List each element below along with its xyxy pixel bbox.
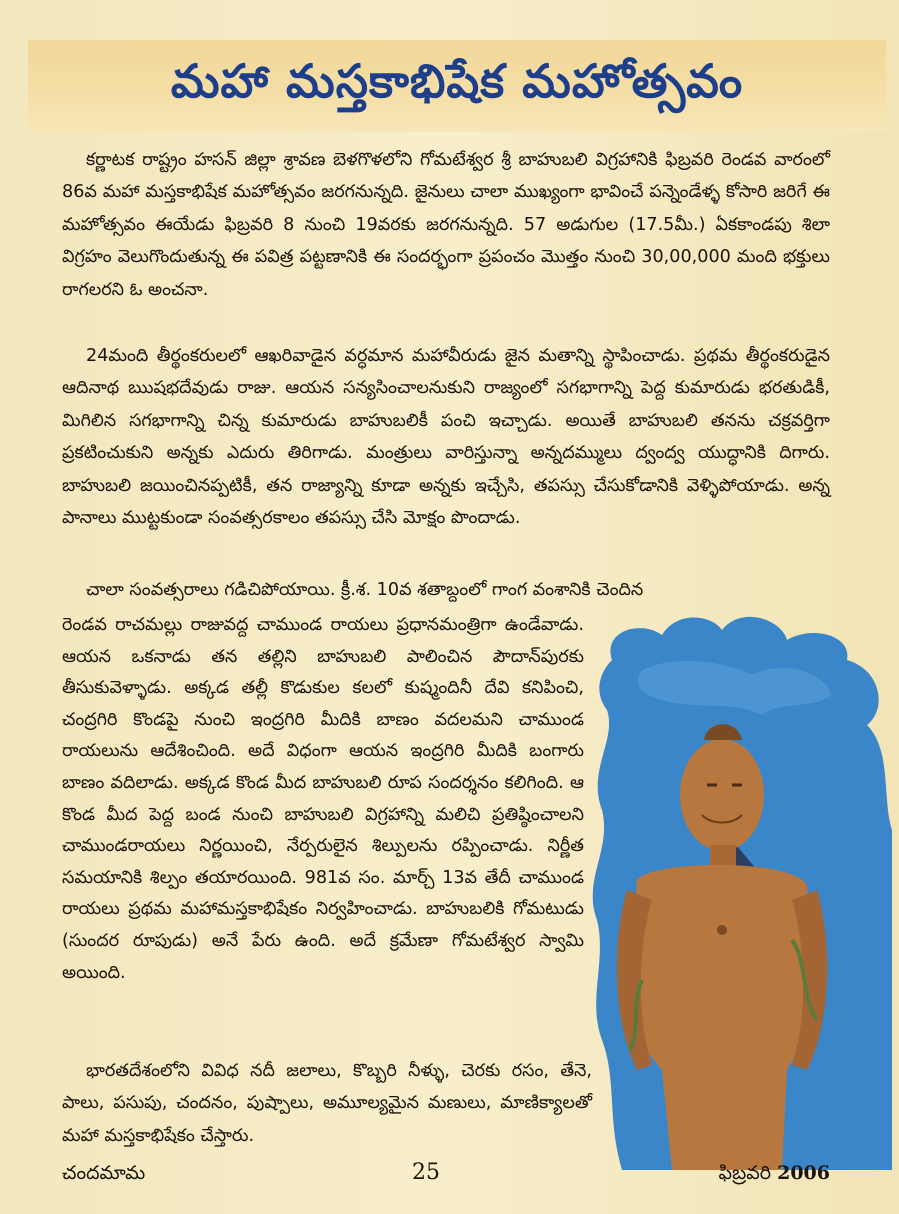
magazine-name: చందమామ	[62, 1162, 146, 1184]
paragraph-text: కర్ణాటక రాష్ట్రం హసన్ జిల్లా శ్రావణ బెళగొళలోని గోమటేశ్వర శ్రీ బాహుబలి విగ్రహానికి ఫిబ్రవరి రెండవ వారంలో 86వ మహా మస్తకాభిషేక మహోత్సవం జరగనున్నది. జైనులు చాలా ముఖ్యంగా భావించే పన్నెండేళ్ళ కోసారి జరిగే ఈ మహోత్సవం ఈయేడు ఫిబ్రవరి 8 నుంచి 19వరకు జరగనున్నది. 57 అడుగుల (17.5మీ.) ఏకకాండపు శిలా విగ్రహం వెలుగొందుతున్న ఈ పవిత్ర పట్టణానికి ఈ సందర్భంగా ప్రపంచం మొత్తం నుంచి 30,00,000 మంది భక్తులు రాగలరని ఓ అంచనా.	[62, 150, 830, 300]
paragraph-text: చాలా సంవత్సరాలు గడిచిపోయాయి. క్రీ.శ. 10వ శతాబ్దంలో గాంగ వంశానికి చెందిన	[86, 580, 644, 600]
page-number: 25	[412, 1160, 440, 1185]
page-footer	[62, 1162, 830, 1192]
page-title: మహా మస్తకాభిషేక మహోత్సవం	[170, 54, 744, 108]
issue-month: ఫిబ్రవరి	[718, 1162, 772, 1184]
paragraph-text: 24మంది తీర్థంకరులలో ఆఖరివాడైన వర్ధమాన మహావీరుడు జైన మతాన్ని స్థాపించాడు. ప్రథమ తీర్థంకరుడైన ఆదినాథ ఋషభదేవుడు రాజు. ఆయన సన్యసించాలనుకుని రాజ్యంలో సగభాగాన్ని పెద్ద కుమారుడు భరతుడికీ, మిగిలిన సగభాగాన్ని చిన్న కుమారుడు బాహుబలికీ పంచి ఇచ్చాడు. అయితే బాహుబలి తనను చక్రవర్తిగా ప్రకటించుకుని అన్నకు ఎదురు తిరిగాడు. మంత్రులు వారిస్తున్నా అన్నదమ్ములు ద్వంద్వ యుద్ధానికి దిగారు. బాహుబలి జయించినప్పటికీ, తన రాజ్యాన్ని కూడా అన్నకు ఇచ్చేసి, తపస్సు చేసుకోడానికి వెళ్ళిపోయాడు. అన్న పానాలు ముట్టకుండా సంవత్సరకాలం తపస్సు చేసి మోక్షం పొందాడు.	[62, 346, 830, 529]
paragraph-text: భారతదేశంలోని వివిధ నదీ జలాలు, కొబ్బరి నీళ్ళు, చెరకు రసం, తేనె, పాలు, పసుపు, చందనం, పుష్పాలు, అమూల్యమైన మణులు, మాణిక్యాలతో మహా మస్తకాభిషేకం చేస్తారు.	[62, 1061, 592, 1146]
issue-date	[719, 1162, 830, 1189]
gomateshwara-statue-illustration	[582, 600, 892, 1170]
article-paragraph-3-body: రెండవ రాచమల్లు రాజువద్ద చాముండ రాయలు ప్రధానమంత్రిగా ఉండేవాడు. ఆయన ఒకనాడు తన తల్లిని బాహుబలి పాలించిన పౌదాన్‌పురకు తీసుకువెళ్ళాడు. అక్కడ తల్లీ కొడుకుల కలలో కుష్మందినీ దేవి కనిపించి, చంద్రగిరి కొండపై నుంచి ఇంద్రగిరి మీదికి బాణం వదలమని చాముండ రాయలును ఆదేశించింది. అదే విధంగా ఆయన ఇంద్రగిరి మీదికి బంగారు బాణం వదిలాడు. అక్కడ కొండ మీద బాహుబలి రూప సందర్శనం కలిగింది. ఆ కొండ మీద పెద్ద బండ నుంచి బాహుబలి విగ్రహాన్ని మలిచి ప్రతిష్ఠించాలని చాముండరాయలు నిర్ణయించి, నేర్పరులైన శిల్పులను రప్పించాడు. నిర్ణీత సమయానికి శిల్పం తయారయింది. 981వ సం. మార్చ్ 13వ తేదీ చాముండ రాయలు ప్రథమ మహామస్తకాభిషేకం నిర్వహించాడు. బాహుబలికి గోమటుడు (సుందర రూపుడు) అనే పేరు ఉంది. అదే క్రమేణా గోమటేశ్వర స్వామి అయింది.	[62, 615, 584, 983]
article-paragraph-2	[62, 340, 830, 534]
article-paragraph-1	[62, 144, 830, 306]
issue-year: 2006	[777, 1162, 830, 1184]
statue-illustration-icon	[582, 600, 892, 1170]
title-banner	[28, 40, 886, 132]
article-paragraph-4	[62, 1055, 592, 1152]
